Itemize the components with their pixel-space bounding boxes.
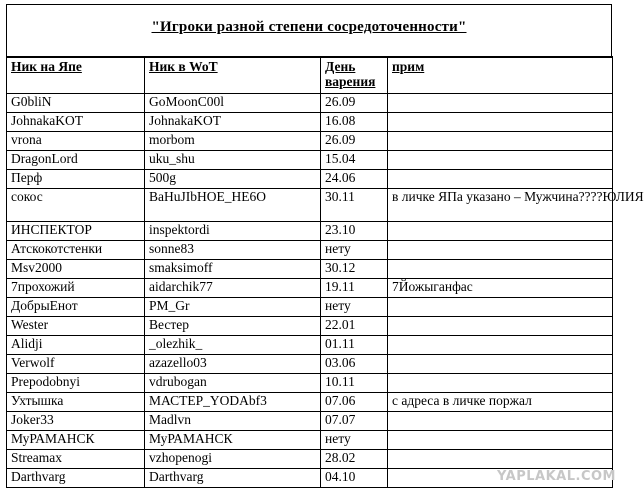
birthday-cell: 30.11 xyxy=(321,189,388,222)
wot-nick-cell: vdrubogan xyxy=(145,374,321,393)
wot-nick-cell: МАСТЕР_YODAbf3 xyxy=(145,393,321,412)
wot-nick-cell: inspektordi xyxy=(145,222,321,241)
players-table xyxy=(6,56,644,488)
note-cell xyxy=(388,336,613,355)
watermark: YAPLAKAL.COM xyxy=(497,469,616,484)
wot-nick-cell: morbom xyxy=(145,132,321,151)
note-cell xyxy=(388,170,613,189)
wot-nick-cell: sonne83 xyxy=(145,241,321,260)
yap-nick-cell: 7прохожий xyxy=(7,279,145,298)
birthday-cell: 24.06 xyxy=(321,170,388,189)
birthday-cell: 22.01 xyxy=(321,317,388,336)
table-row xyxy=(7,132,613,151)
birthday-cell: 04.10 xyxy=(321,469,388,488)
yap-nick-cell: ИНСПЕКТОР xyxy=(7,222,145,241)
note-cell: 7Йожыганфас xyxy=(388,279,613,298)
table-row xyxy=(7,393,613,412)
table-row xyxy=(7,298,613,317)
title-box xyxy=(6,4,612,58)
wot-nick-cell: azazello03 xyxy=(145,355,321,374)
yap-nick-cell: Атскокотстенки xyxy=(7,241,145,260)
table-row xyxy=(7,241,613,260)
note-cell xyxy=(388,222,613,241)
birthday-cell: 16.08 xyxy=(321,113,388,132)
yap-nick-cell: Перф xyxy=(7,170,145,189)
note-cell xyxy=(388,260,613,279)
birthday-cell: 26.09 xyxy=(321,132,388,151)
wot-nick-cell: smaksimoff xyxy=(145,260,321,279)
yap-nick-cell: Darthvarg xyxy=(7,469,145,488)
table-row xyxy=(7,336,613,355)
note-cell xyxy=(388,113,613,132)
table-body xyxy=(7,94,644,488)
wot-nick-cell: uku_shu xyxy=(145,151,321,170)
header-note: прим xyxy=(388,57,613,94)
yap-nick-cell: JohnakaKOT xyxy=(7,113,145,132)
yap-nick-cell: Ухтышка xyxy=(7,393,145,412)
yap-nick-cell: vrona xyxy=(7,132,145,151)
birthday-cell: 07.06 xyxy=(321,393,388,412)
wot-nick-cell: vzhopenogi xyxy=(145,450,321,469)
birthday-cell: нету xyxy=(321,241,388,260)
wot-nick-cell: Darthvarg xyxy=(145,469,321,488)
note-cell xyxy=(388,317,613,336)
birthday-cell: 19.11 xyxy=(321,279,388,298)
yap-nick-cell: DragonLord xyxy=(7,151,145,170)
table-row xyxy=(7,450,613,469)
note-cell: в личке ЯПа указано – Мужчина????ЮЛИЯ xyxy=(388,189,613,222)
yap-nick-cell: ДобрыЕнот xyxy=(7,298,145,317)
note-cell xyxy=(388,355,613,374)
wot-nick-cell: МуРАМАНСК xyxy=(145,431,321,450)
note-cell xyxy=(388,450,613,469)
table-row xyxy=(7,260,613,279)
yap-nick-cell: G0bliN xyxy=(7,94,145,113)
table-row xyxy=(7,317,613,336)
wot-nick-cell: aidarchik77 xyxy=(145,279,321,298)
birthday-cell: 03.06 xyxy=(321,355,388,374)
note-cell xyxy=(388,412,613,431)
header-birthday: День варения xyxy=(321,57,388,94)
table-row xyxy=(7,412,613,431)
yap-nick-cell: Streamax xyxy=(7,450,145,469)
table-row xyxy=(7,431,613,450)
note-cell xyxy=(388,132,613,151)
note-cell xyxy=(388,431,613,450)
yap-nick-cell: Verwolf xyxy=(7,355,145,374)
table-row xyxy=(7,170,613,189)
birthday-cell: 30.12 xyxy=(321,260,388,279)
birthday-cell: 15.04 xyxy=(321,151,388,170)
wot-nick-cell: 500g xyxy=(145,170,321,189)
note-cell: с адреса в личке поржал xyxy=(388,393,613,412)
birthday-cell: 26.09 xyxy=(321,94,388,113)
table-row xyxy=(7,222,613,241)
wot-nick-cell: _olezhik_ xyxy=(145,336,321,355)
wot-nick-cell: JohnakaKOT xyxy=(145,113,321,132)
note-cell xyxy=(388,151,613,170)
yap-nick-cell: МуРАМАНСК xyxy=(7,431,145,450)
wot-nick-cell: PM_Gr xyxy=(145,298,321,317)
document-title: "Игроки разной степени сосредоточенности" xyxy=(151,19,467,35)
yap-nick-cell: Alidji xyxy=(7,336,145,355)
table-row xyxy=(7,151,613,170)
note-cell xyxy=(388,298,613,317)
table-row xyxy=(7,113,613,132)
wot-nick-cell: Madlvn xyxy=(145,412,321,431)
birthday-cell: 10.11 xyxy=(321,374,388,393)
table-row xyxy=(7,189,613,222)
table-row xyxy=(7,94,613,113)
header-yap-nick: Ник на Япе xyxy=(7,57,145,94)
wot-nick-cell: Вестер xyxy=(145,317,321,336)
birthday-cell: нету xyxy=(321,431,388,450)
note-cell xyxy=(388,94,613,113)
yap-nick-cell: Prepodobnyi xyxy=(7,374,145,393)
birthday-cell: нету xyxy=(321,298,388,317)
wot-nick-cell: GoMoonC00l xyxy=(145,94,321,113)
table-header-row xyxy=(7,57,613,94)
yap-nick-cell: Wester xyxy=(7,317,145,336)
birthday-cell: 23.10 xyxy=(321,222,388,241)
wot-nick-cell: BaHuJIbHOE_HE6O xyxy=(145,189,321,222)
note-cell xyxy=(388,241,613,260)
birthday-cell: 01.11 xyxy=(321,336,388,355)
yap-nick-cell: Joker33 xyxy=(7,412,145,431)
table-row xyxy=(7,279,613,298)
yap-nick-cell: Msv2000 xyxy=(7,260,145,279)
birthday-cell: 07.07 xyxy=(321,412,388,431)
birthday-cell: 28.02 xyxy=(321,450,388,469)
table-row xyxy=(7,374,613,393)
note-cell xyxy=(388,374,613,393)
header-wot-nick: Ник в WoT xyxy=(145,57,321,94)
yap-nick-cell: сокос xyxy=(7,189,145,222)
table-row xyxy=(7,355,613,374)
